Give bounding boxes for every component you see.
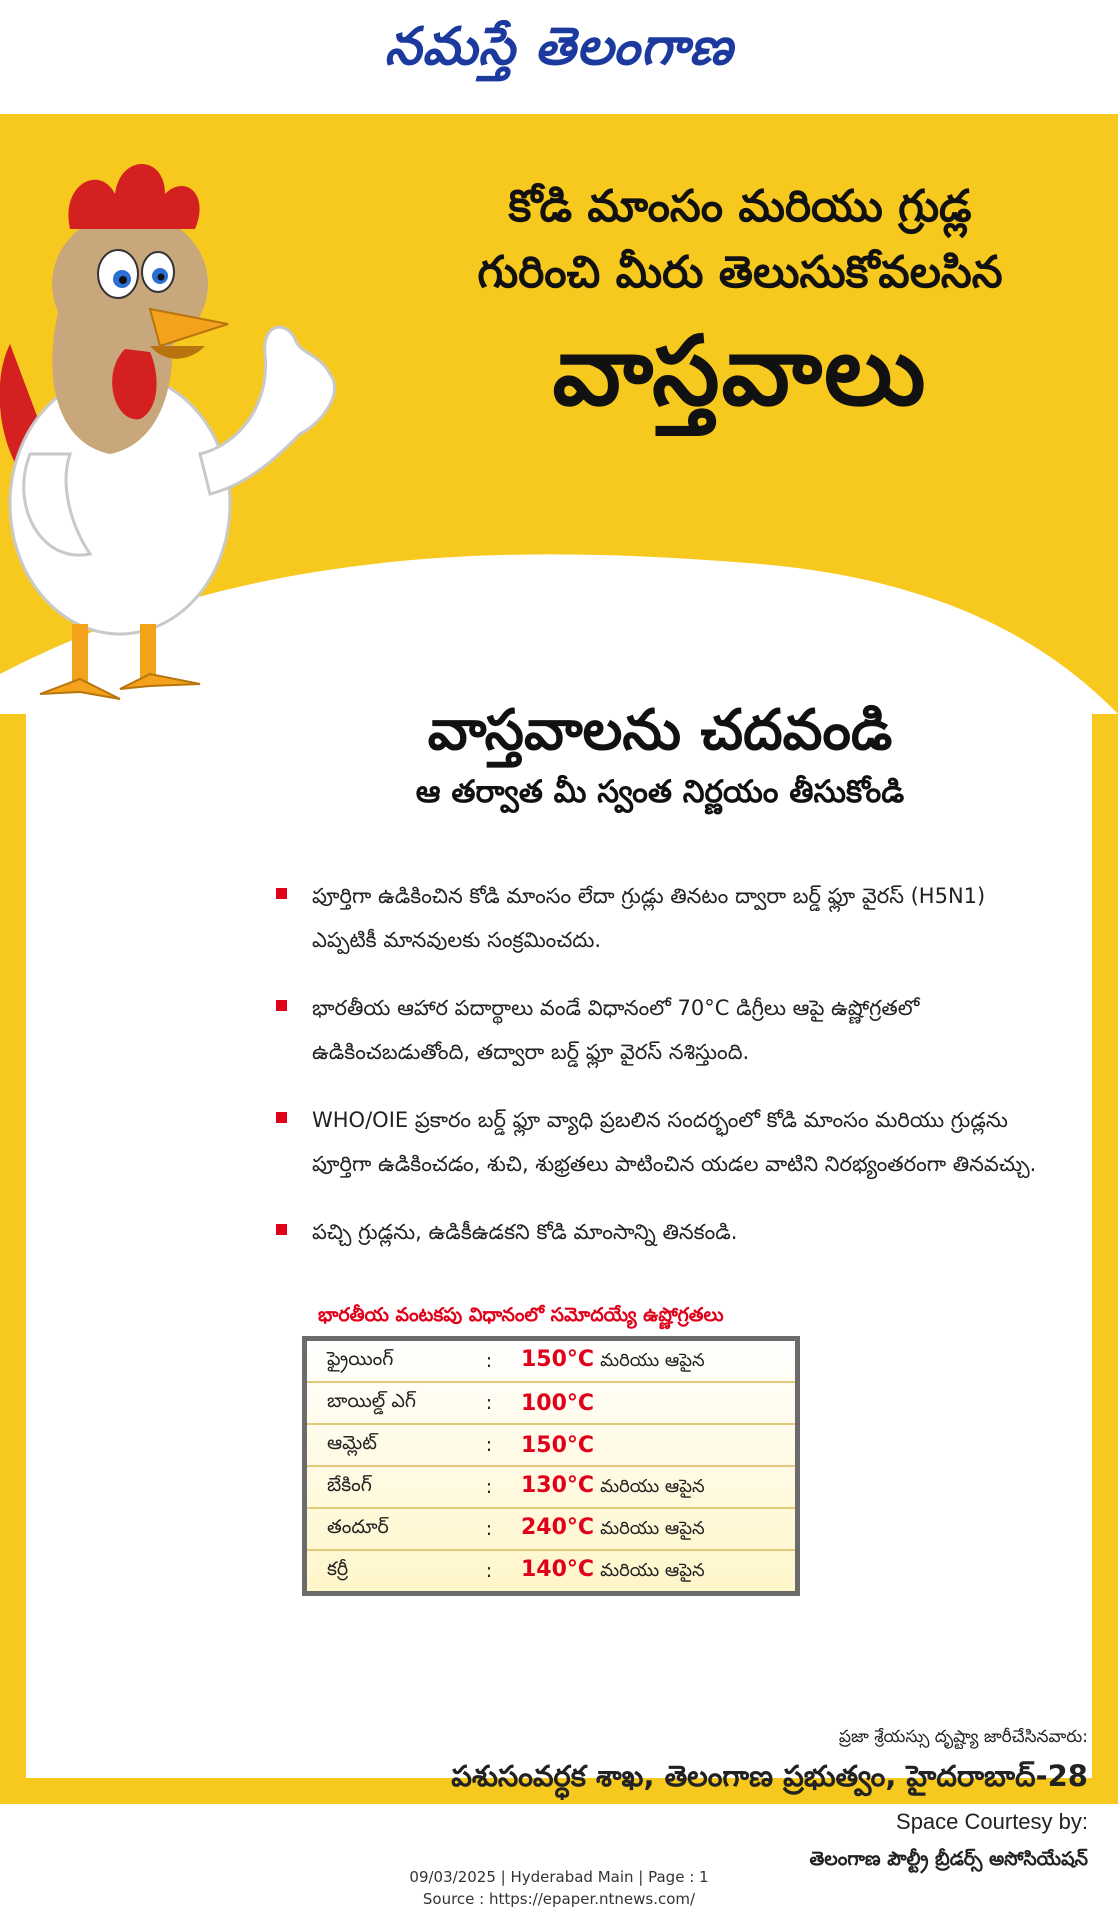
temperature-note: మరియు ఆపైన bbox=[600, 1560, 705, 1581]
cooking-method: కర్రీ bbox=[327, 1557, 349, 1580]
separator: : bbox=[463, 1382, 515, 1424]
subheading bbox=[300, 694, 1020, 816]
masthead bbox=[0, 16, 1118, 90]
bullet-square-icon bbox=[276, 1112, 287, 1123]
table-row bbox=[305, 1508, 798, 1550]
cooking-method: తందూర్ bbox=[305, 1508, 464, 1550]
ad-footer bbox=[451, 1724, 1088, 1876]
temperature-value bbox=[515, 1382, 798, 1424]
table-row bbox=[305, 1466, 798, 1508]
temperature: 100°C bbox=[521, 1390, 595, 1416]
list-item bbox=[272, 986, 1042, 1074]
fact-text: భారతీయ ఆహార పదార్థాలు వండే విధానంలో 70°C డిగ్రీలు ఆపై ఉష్ణోగ్రతలో ఉడికించబడుతోంది, తద్వారా బర్డ్ ఫ్లూ వైరస్ నశిస్తుంది. bbox=[312, 996, 920, 1064]
temperature: 150°C bbox=[521, 1432, 595, 1458]
bullet-square-icon bbox=[276, 1000, 287, 1011]
temperature: 150°C bbox=[521, 1347, 595, 1372]
headline-main: వాస్తవాలు bbox=[552, 315, 928, 427]
cooking-method: బేకింగ్ bbox=[305, 1466, 464, 1508]
separator: : bbox=[463, 1508, 515, 1550]
headline-line-2: గురించి మీరు తెలుసుకోవలసిన bbox=[477, 247, 1003, 298]
cooking-method: ఫ్రైయింగ్ bbox=[305, 1339, 464, 1383]
cooking-method: ఆమ్లెట్ bbox=[305, 1424, 464, 1466]
list-item bbox=[272, 874, 1042, 962]
table-row bbox=[305, 1339, 798, 1383]
subheading-sub: ఆ తర్వాత మీ స్వంత నిర్ణయం తీసుకోండి bbox=[415, 774, 905, 810]
courtesy-label: Space Courtesy by: bbox=[896, 1809, 1088, 1834]
issued-by-label: ప్రజా శ్రేయస్సు దృష్ట్యా జారీచేసినవారు: bbox=[838, 1727, 1088, 1747]
association-name: తెలంగాణ పౌల్ట్రీ బ్రీడర్స్ అసోసియేషన్ bbox=[809, 1848, 1088, 1870]
fact-text: పచ్చి గ్రుడ్లను, ఉడికీఉడకని కోడి మాంసాన్ని తినకండి. bbox=[312, 1220, 738, 1244]
temperature-note: మరియు ఆపైన bbox=[600, 1518, 705, 1539]
temperature-value bbox=[515, 1550, 798, 1594]
temperature-value bbox=[515, 1339, 798, 1383]
source-link[interactable]: Source : https://epaper.ntnews.com/ bbox=[422, 1890, 696, 1908]
separator: : bbox=[485, 1560, 493, 1582]
fact-text: పూర్తిగా ఉడికించిన కోడి మాంసం లేదా గ్రుడ్లు తినటం ద్వారా బర్డ్ ఫ్లూ వైరస్ (H5N1) ఎప్పటికీ మానవులకు సంక్రమించదు. bbox=[312, 884, 986, 952]
separator: : bbox=[463, 1466, 515, 1508]
temperature: 140°C bbox=[521, 1557, 595, 1582]
bullet-square-icon bbox=[276, 1224, 287, 1235]
temperature-value bbox=[515, 1424, 798, 1466]
headline bbox=[420, 174, 1060, 436]
temperature-note: మరియు ఆపైన bbox=[600, 1350, 705, 1371]
cooking-method: బాయిల్డ్ ఎగ్ bbox=[305, 1382, 464, 1424]
facts-list bbox=[272, 874, 1042, 1278]
bullet-square-icon bbox=[276, 888, 287, 899]
temperature-note: మరియు ఆపైన bbox=[600, 1476, 705, 1497]
edition-info: 09/03/2025 | Hyderabad Main | Page : 1 bbox=[409, 1868, 709, 1886]
page-info bbox=[0, 1866, 1118, 1910]
temperature: 240°C bbox=[521, 1515, 595, 1540]
newspaper-logo: నమస్తే తెలంగాణ bbox=[384, 16, 734, 77]
department-name: పశుసంవర్ధక శాఖ, తెలంగాణ ప్రభుత్వం, హైదరాబాద్-28 bbox=[451, 1759, 1088, 1793]
table-row bbox=[305, 1382, 798, 1424]
advertisement bbox=[0, 114, 1118, 1870]
list-item bbox=[272, 1098, 1042, 1186]
temperature-value bbox=[515, 1466, 798, 1508]
subheading-main: వాస్తవాలను చదవండి bbox=[427, 698, 893, 763]
temperature: 130°C bbox=[521, 1473, 595, 1498]
temperature-table bbox=[302, 1336, 800, 1596]
table-row bbox=[305, 1424, 798, 1466]
separator: : bbox=[463, 1424, 515, 1466]
temperature-value bbox=[515, 1508, 798, 1550]
temperature-table-title: భారతీయ వంటకపు విధానంలో సమోదయ్యే ఉష్ణోగ్రతలు bbox=[318, 1304, 724, 1326]
separator: : bbox=[463, 1339, 515, 1383]
table-row bbox=[305, 1550, 798, 1594]
fact-text: WHO/OIE ప్రకారం బర్డ్ ఫ్లూ వ్యాధి ప్రబలిన సందర్భంలో కోడి మాంసం మరియు గ్రుడ్లను పూర్తిగా ఉడికించడం, శుచి, శుభ్రతలు పాటించిన యడల వాటిని నిరభ్యంతరంగా తినవచ్చు. bbox=[312, 1108, 1037, 1176]
headline-line-1: కోడి మాంసం మరియు గ్రుడ్ల bbox=[508, 181, 972, 232]
list-item bbox=[272, 1210, 1042, 1254]
rooster-illustration bbox=[0, 124, 400, 724]
